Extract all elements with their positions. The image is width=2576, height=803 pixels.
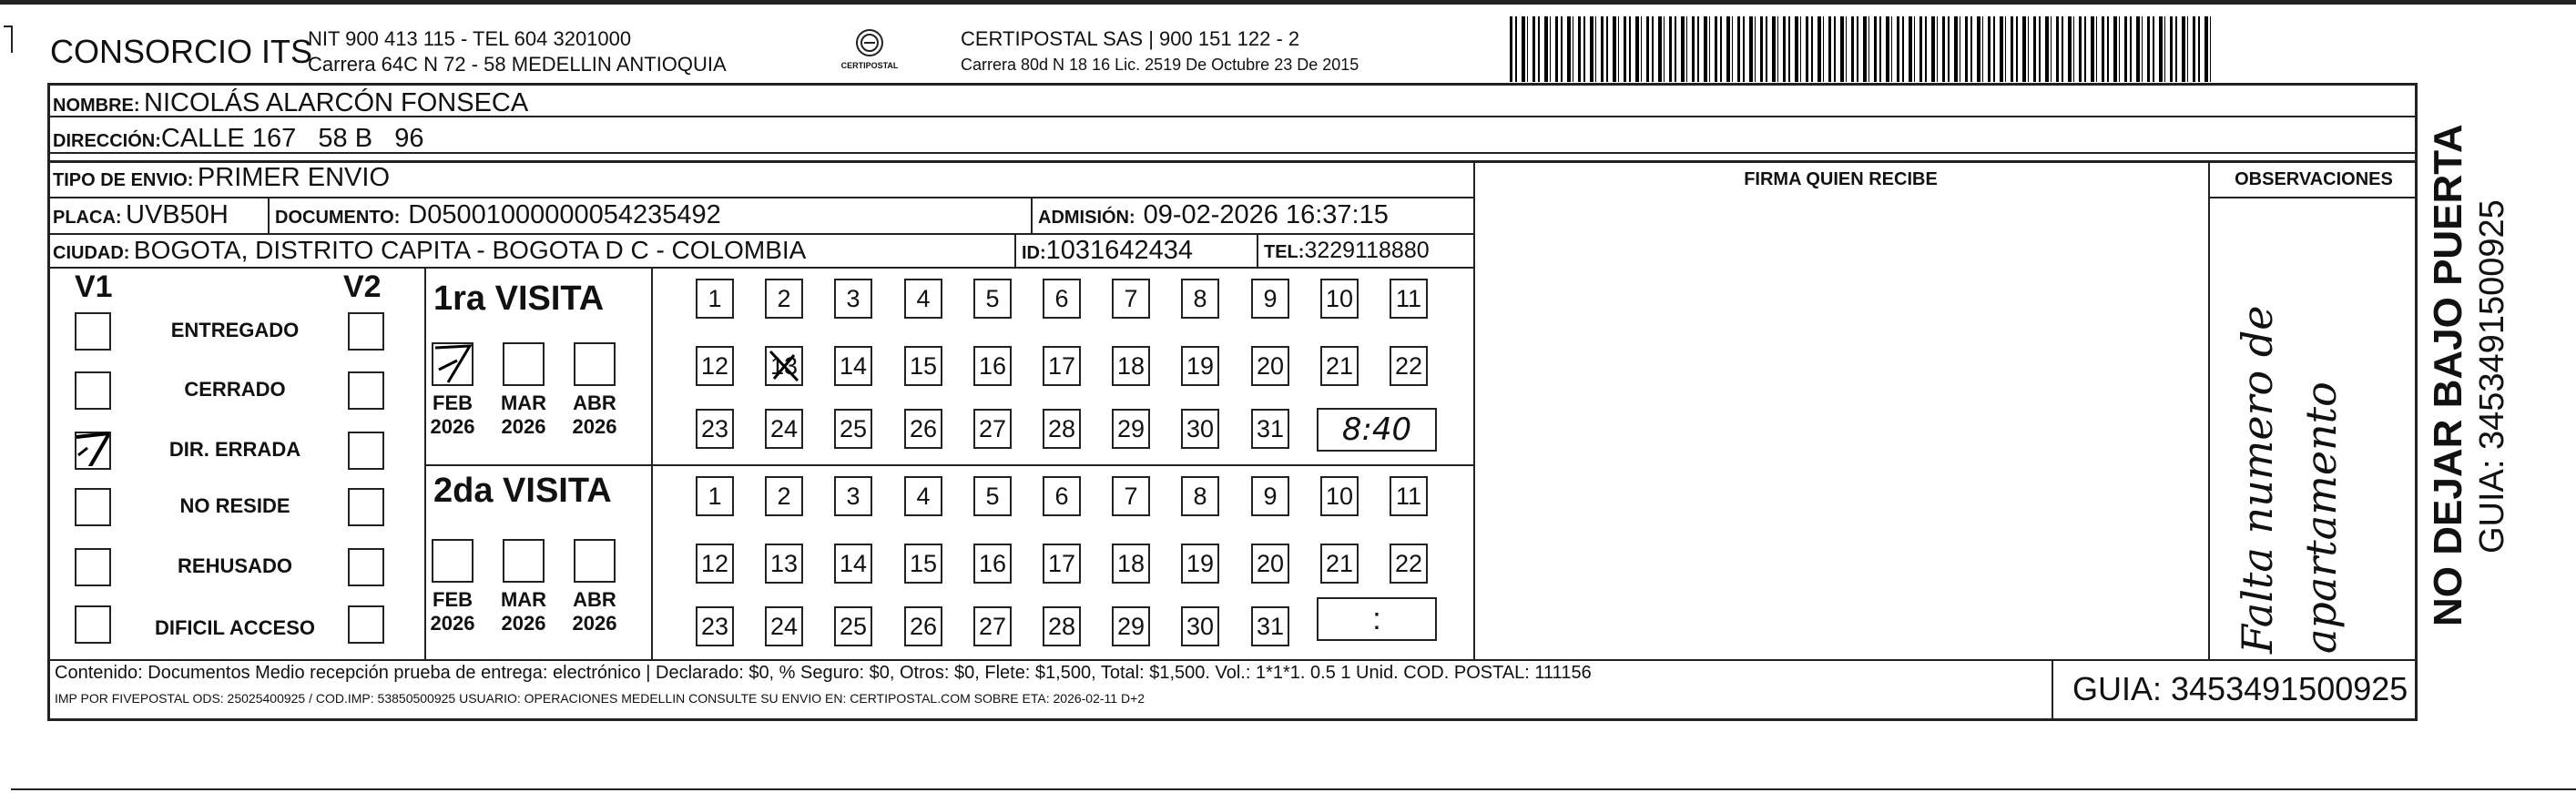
admission-field [1038, 200, 1389, 230]
tel-label: TEL: [1264, 242, 1305, 262]
first-visit-day-18[interactable]: 18 [1112, 346, 1150, 386]
cross-mark-icon [765, 346, 803, 386]
admission-date: 09-02-2026 16:37:15 [1143, 200, 1389, 229]
col-divider [1257, 233, 1258, 267]
logo-text: CERTIPOSTAL [840, 61, 899, 70]
month-name: ABR [573, 391, 616, 414]
plate-field [53, 200, 229, 230]
name-label: NOMBRE: [53, 96, 140, 116]
document-field [275, 200, 721, 230]
first-visit-month-abr [569, 391, 620, 439]
first-visit-time[interactable]: 8:40 [1317, 408, 1437, 452]
name-row [53, 88, 528, 118]
second-visit-day-22[interactable]: 22 [1390, 544, 1428, 584]
status-label-dir-errada: DIR. ERRADA [168, 438, 301, 461]
v1-header: V1 [75, 269, 113, 304]
first-visit-month-feb [427, 391, 478, 439]
recipient-name: NICOLÁS ALARCÓN FONSECA [144, 88, 529, 117]
second-visit-month-feb [427, 588, 478, 635]
second-visit-day-9[interactable]: 9 [1251, 476, 1289, 516]
side-warning: NO DEJAR BAJO PUERTA [2426, 124, 2470, 626]
col-divider [1014, 233, 1016, 267]
city: BOGOTA, DISTRITO CAPITA - BOGOTA D C - COLOMBIA [133, 236, 807, 264]
row-divider [47, 160, 2418, 163]
v2-checkbox-entregado[interactable] [348, 312, 384, 351]
month-name: ABR [573, 588, 616, 611]
left-guide [11, 27, 13, 788]
first-visit-day-25[interactable]: 25 [834, 409, 872, 449]
status-label-rehusado: REHUSADO [178, 554, 292, 577]
first-visit-day-1[interactable]: 1 [696, 279, 734, 319]
v2-checkbox-no-reside[interactable] [348, 488, 384, 526]
first-visit-day-20[interactable]: 20 [1251, 346, 1289, 386]
v1-checkbox-entregado[interactable] [75, 312, 111, 351]
admission-label: ADMISIÓN: [1038, 208, 1135, 228]
observations-handwriting-line1: Falta numero de [2233, 305, 2282, 654]
first-visit-day-29[interactable]: 29 [1112, 409, 1150, 449]
id-field [1022, 236, 1193, 266]
second-visit-day-15[interactable]: 15 [904, 544, 942, 584]
plate-label: PLACA: [53, 208, 122, 228]
first-visit-day-26[interactable]: 26 [904, 409, 942, 449]
first-visit-day-19[interactable]: 19 [1181, 346, 1219, 386]
certipostal-logo [838, 27, 901, 82]
second-visit-day-19[interactable]: 19 [1181, 544, 1219, 584]
month-name: FEB [433, 391, 473, 414]
month-name: FEB [433, 588, 473, 611]
city-label: CIUDAD: [53, 243, 130, 263]
recipient-id: 1031642434 [1045, 236, 1193, 265]
first-visit-month-feb-box[interactable] [432, 342, 473, 386]
month-year: 2026 [430, 415, 475, 438]
status-label-entregado: ENTREGADO [170, 319, 300, 341]
status-label-dificil-acceso: DIFICIL ACCESO [154, 616, 315, 639]
col-divider [2052, 659, 2053, 721]
month-year: 2026 [501, 415, 546, 438]
first-visit-day-8[interactable]: 8 [1181, 279, 1219, 319]
second-visit-title: 2da VISITA [433, 472, 612, 510]
first-visit-day-7[interactable]: 7 [1112, 279, 1150, 319]
first-visit-title: 1ra VISITA [433, 280, 605, 318]
first-visit-day-3[interactable]: 3 [834, 279, 872, 319]
id-label: ID: [1022, 243, 1046, 263]
month-name: MAR [500, 588, 547, 611]
status-label-no-reside: NO RESIDE [179, 494, 290, 517]
check-mark-icon [432, 342, 473, 386]
company-name: CONSORCIO ITS [50, 33, 313, 70]
first-visit-day-24[interactable]: 24 [765, 409, 803, 449]
company-address: Carrera 64C N 72 - 58 MEDELLIN ANTIOQUIA [308, 53, 727, 76]
first-visit-day-21[interactable]: 21 [1320, 346, 1359, 386]
second-visit-day-2[interactable]: 2 [765, 476, 803, 516]
first-visit-day-22[interactable]: 22 [1390, 346, 1428, 386]
first-visit-day-13[interactable]: 13 [765, 346, 803, 386]
barcode [1510, 16, 2211, 82]
second-visit-day-11[interactable]: 11 [1390, 476, 1428, 516]
second-visit-month-mar [498, 588, 549, 635]
second-visit-day-24[interactable]: 24 [765, 606, 803, 646]
first-visit-day-14[interactable]: 14 [834, 346, 872, 386]
address-row [53, 124, 423, 154]
v1-checkbox-no-reside[interactable] [75, 488, 111, 526]
first-visit-day-6[interactable]: 6 [1043, 279, 1081, 319]
row-divider [47, 233, 1473, 235]
first-visit-day-15[interactable]: 15 [904, 346, 942, 386]
first-visit-day-28[interactable]: 28 [1043, 409, 1081, 449]
second-visit-day-27[interactable]: 27 [973, 606, 1012, 646]
v1-checkbox-dificil-acceso[interactable] [75, 605, 111, 644]
second-visit-month-feb-box[interactable] [432, 539, 473, 583]
second-visit-day-1[interactable]: 1 [696, 476, 734, 516]
second-visit-month-abr [569, 588, 620, 635]
footer-guia: GUIA: 3453491500925 [2072, 670, 2408, 707]
col-divider [424, 267, 426, 659]
second-visit-day-20[interactable]: 20 [1251, 544, 1289, 584]
footer-content: Contenido: Documentos Medio recepción prueba de entrega: electrónico | Declarado: $0, % Seguro: $0, Otros: $0, Flete: $1,500, Total: $1,500. Vol.: 1*1*1. 0.5 1 Unid. COD. POSTAL: 111156 [55, 663, 1592, 683]
second-visit-day-21[interactable]: 21 [1320, 544, 1359, 584]
partner-line: CERTIPOSTAL SAS | 900 151 122 - 2 [961, 27, 1300, 50]
observations-handwriting-line2: apartamento [2296, 381, 2346, 654]
col-divider [651, 267, 653, 659]
first-visit-day-2[interactable]: 2 [765, 279, 803, 319]
second-visit-month-mar-box[interactable] [503, 539, 545, 583]
city-field [53, 236, 806, 265]
shipping-type-label: TIPO DE ENVIO: [53, 170, 194, 190]
second-visit-day-17[interactable]: 17 [1043, 544, 1081, 584]
second-visit-day-6[interactable]: 6 [1043, 476, 1081, 516]
v2-checkbox-rehusado[interactable] [348, 548, 384, 586]
first-visit-month-mar [498, 391, 549, 439]
recipient-address: CALLE 167 58 B 96 [160, 124, 424, 153]
v1-checkbox-rehusado[interactable] [75, 548, 111, 586]
signature-header: FIRMA QUIEN RECIBE [1744, 169, 1938, 189]
first-visit-day-9[interactable]: 9 [1251, 279, 1289, 319]
tel-field [1264, 238, 1430, 264]
check-mark-icon [73, 428, 109, 466]
month-name: MAR [500, 391, 547, 414]
second-visit-day-29[interactable]: 29 [1112, 606, 1150, 646]
month-year: 2026 [572, 612, 617, 635]
second-visit-day-16[interactable]: 16 [973, 544, 1012, 584]
first-visit-day-10[interactable]: 10 [1320, 279, 1359, 319]
second-visit-time[interactable]: : [1317, 597, 1437, 641]
second-visit-day-13[interactable]: 13 [765, 544, 803, 584]
first-visit-day-11[interactable]: 11 [1390, 279, 1428, 319]
second-visit-day-25[interactable]: 25 [834, 606, 872, 646]
v2-checkbox-cerrado[interactable] [348, 371, 384, 410]
first-visit-day-27[interactable]: 27 [973, 409, 1012, 449]
first-visit-day-30[interactable]: 30 [1181, 409, 1219, 449]
status-label-cerrado: CERRADO [184, 378, 286, 401]
observations-header: OBSERVACIONES [2235, 169, 2393, 189]
shipping-type: PRIMER ENVIO [197, 163, 391, 192]
second-visit-day-4[interactable]: 4 [904, 476, 942, 516]
row-divider [2208, 197, 2418, 198]
col-divider [1473, 160, 1475, 659]
first-visit-day-31[interactable]: 31 [1251, 409, 1289, 449]
v2-checkbox-dificil-acceso[interactable] [348, 605, 384, 644]
second-visit-day-26[interactable]: 26 [904, 606, 942, 646]
row-divider [47, 659, 2418, 661]
second-visit-day-18[interactable]: 18 [1112, 544, 1150, 584]
address-label: DIRECCIÓN: [53, 131, 161, 151]
second-visit-day-31[interactable]: 31 [1251, 606, 1289, 646]
second-visit-day-5[interactable]: 5 [973, 476, 1012, 516]
second-visit-day-14[interactable]: 14 [834, 544, 872, 584]
month-year: 2026 [572, 415, 617, 438]
footer-print-info: IMP POR FIVEPOSTAL ODS: 25025400925 / COD.IMP: 53850500925 USUARIO: OPERACIONES MEDELLIN CONSULTE SU ENVIO EN: CERTIPOSTAL.COM SOBRE ETA: 2026-02-11 D+2 [55, 691, 1145, 706]
v1-checkbox-cerrado[interactable] [75, 371, 111, 410]
month-year: 2026 [430, 612, 475, 635]
v2-header: V2 [343, 269, 382, 304]
second-visit-day-7[interactable]: 7 [1112, 476, 1150, 516]
bottom-border [11, 788, 2576, 790]
first-visit-day-4[interactable]: 4 [904, 279, 942, 319]
document: D05001000000054235492 [408, 200, 721, 229]
plate: UVB50H [126, 200, 229, 229]
first-visit-month-mar-box[interactable] [503, 342, 545, 386]
partner-address: Carrera 80d N 18 16 Lic. 2519 De Octubre 23 De 2015 [961, 56, 1359, 74]
side-guia: GUIA: 3453491500925 [2473, 199, 2511, 554]
second-visit-day-12[interactable]: 12 [696, 544, 734, 584]
shipping-type-row [53, 163, 390, 193]
second-visit-day-28[interactable]: 28 [1043, 606, 1081, 646]
col-divider [268, 197, 270, 233]
col-divider [1031, 197, 1033, 233]
document-label: DOCUMENTO: [275, 208, 401, 228]
second-visit-day-3[interactable]: 3 [834, 476, 872, 516]
row-divider [47, 197, 1473, 198]
top-border [0, 0, 2576, 5]
row-divider [47, 267, 1473, 269]
signature-area[interactable] [1477, 198, 2205, 657]
second-visit-month-abr-box[interactable] [574, 539, 616, 583]
visit-divider [424, 464, 1473, 466]
first-visit-day-16[interactable]: 16 [973, 346, 1012, 386]
recipient-tel: 3229118880 [1304, 238, 1430, 263]
v1-checkbox-dir-errada[interactable] [75, 432, 111, 470]
first-visit-day-5[interactable]: 5 [973, 279, 1012, 319]
second-visit-day-8[interactable]: 8 [1181, 476, 1219, 516]
first-visit-month-abr-box[interactable] [574, 342, 616, 386]
col-divider [2208, 160, 2210, 659]
company-nit: NIT 900 413 115 - TEL 604 3201000 [308, 27, 632, 50]
second-visit-day-10[interactable]: 10 [1320, 476, 1359, 516]
first-visit-day-17[interactable]: 17 [1043, 346, 1081, 386]
second-visit-day-23[interactable]: 23 [696, 606, 734, 646]
first-visit-day-12[interactable]: 12 [696, 346, 734, 386]
v2-checkbox-dir-errada[interactable] [348, 432, 384, 470]
month-year: 2026 [501, 612, 546, 635]
second-visit-day-30[interactable]: 30 [1181, 606, 1219, 646]
first-visit-day-23[interactable]: 23 [696, 409, 734, 449]
